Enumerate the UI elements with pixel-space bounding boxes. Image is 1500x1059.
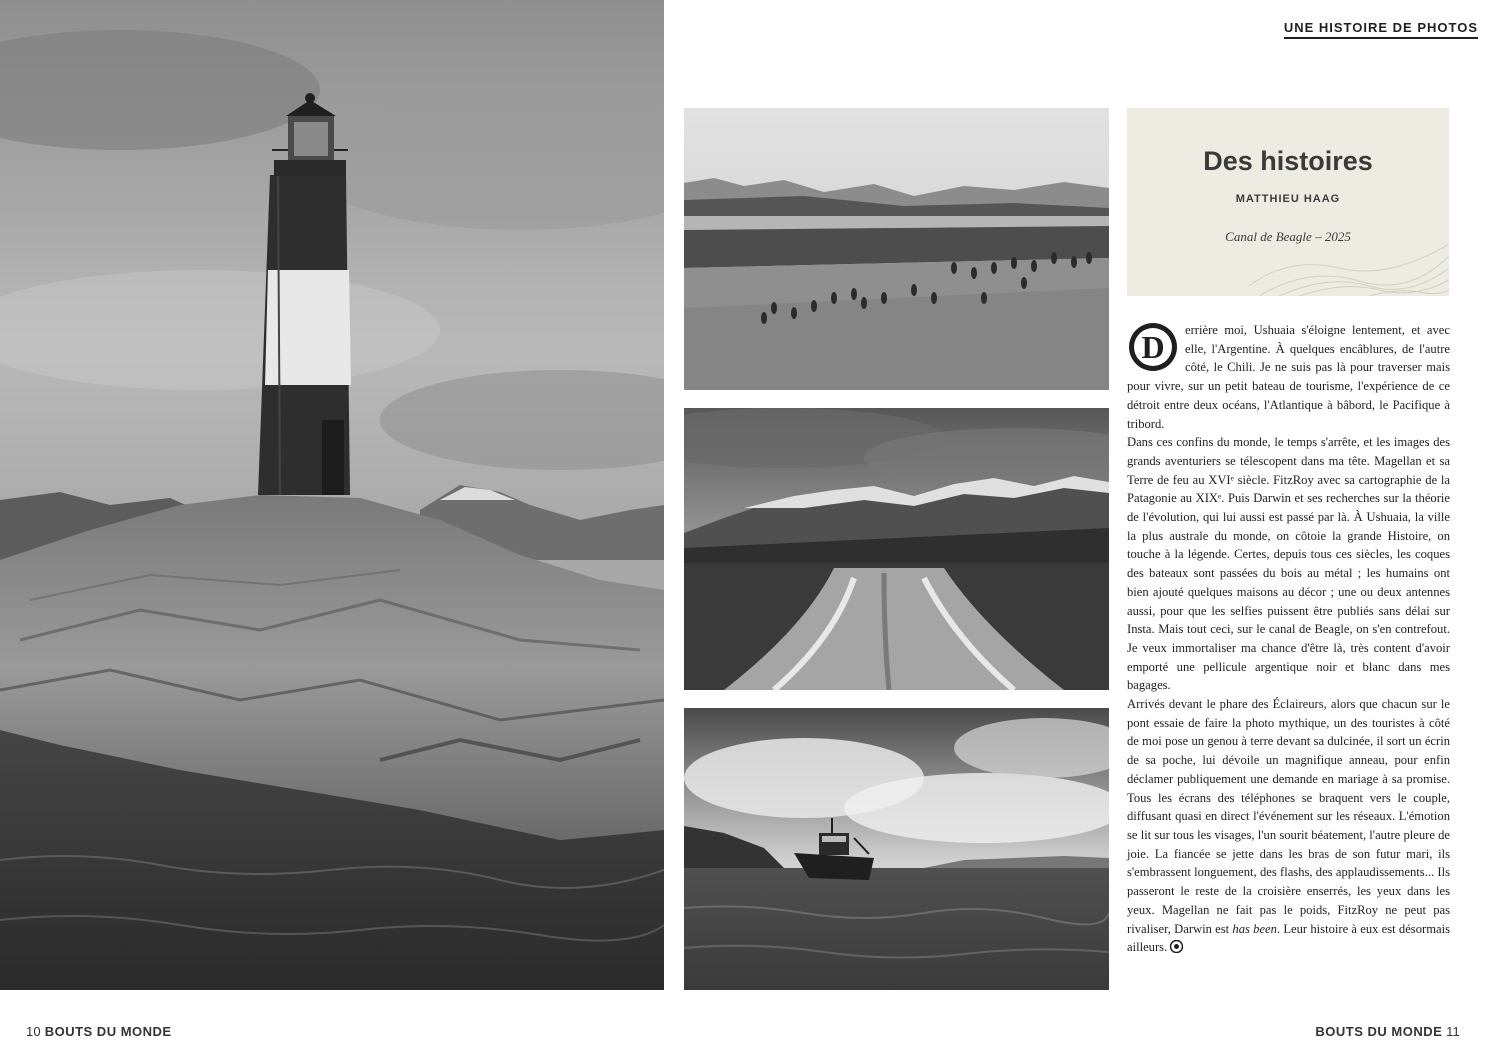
bdm-logo-icon xyxy=(1170,940,1183,953)
paragraph-2: Dans ces confins du monde, le temps s'arrête, et les images des grands aventuriers se télescopent dans ma tête. Magellan et sa Terre de feu au XVIᵉ siècle. FitzRoy avec sa cartographie de la Patagonie au XIXᵉ. Puis Darwin et ses recherches sur la théorie de l'évolution, qui lui aussi est passé par là. À Ushuaia, la ville la plus australe du monde, on côtoie la grande Histoire, on touche à la légende. Certes, depuis tous ces siècles, les coques des bateaux sont passées du bois au métal ; les humains ont bien ajouté quelques maisons au décor ; une ou deux antennes aussi, pour que les selfies puissent être publiés sans délai sur Insta. Mais tout ceci, sur le canal de Beagle, on s'en contrefout. Je veux immortaliser ma chance d'être là, très content d'avoir emporté une pellicule argentique noir et blanc dans mes bagages. xyxy=(1127,435,1450,693)
lighthouse-photo xyxy=(0,0,664,990)
paragraph-3-end: . Leur histoire à eux est désormais ailleurs. xyxy=(1127,921,1450,955)
folio-left xyxy=(26,1024,172,1039)
folio-right xyxy=(1315,1024,1460,1039)
paragraph-1-text: errière moi, Ushuaia s'éloigne lentement, et avec elle, l'Argentine. À quelques encâblures, de l'autre côté, le Chili. Je ne suis pas là pour traverser mais pour vivre, sur un petit bateau de tourisme, l'expérience de ce détroit entre deux océans, l'Atlantique à bâbord, le Pacifique à tribord. xyxy=(1127,323,1450,431)
paragraph-3-italic: has been xyxy=(1232,921,1277,936)
drop-cap-letter: D xyxy=(1141,329,1165,365)
article-title-box xyxy=(1127,108,1449,296)
article-place-date: Canal de Beagle – 2025 xyxy=(1225,229,1351,244)
article-title: Des histoires xyxy=(1203,146,1373,176)
article-author: MATTHIEU HAAG xyxy=(1235,193,1341,205)
magazine-name-left: BOUTS DU MONDE xyxy=(44,1024,172,1039)
ship-photo xyxy=(684,708,1109,990)
article-body xyxy=(1127,321,1450,957)
magazine-name-right: BOUTS DU MONDE xyxy=(1315,1024,1443,1039)
boat-wake-photo xyxy=(684,408,1109,690)
paragraph-3 xyxy=(1127,695,1450,957)
page-number-left: 10 xyxy=(26,1024,41,1039)
paragraph-3-start: Arrivés devant le phare des Éclaireurs, alors que chacun sur le pont essaie de faire la photo mythique, un des touristes à côté de moi pose un genou à terre devant sa dulcinée, il sort un écrin de sa poche, lui dévoile un magnifique anneau, pour enfin déclamer publiquement une demande en mariage à sa promise. Tous les écrans des téléphones se braquent vers le couple, diffusant quasi en direct l'événement sur les réseaux. L'émotion se lit sur tous les visages, l'un sourit béatement, l'autre pleure de joie. La fiancée se jette dans les bras de son futur mari, ils s'embrassent longuement, des flashs, des applaudissements... Ils passeront le reste de la croisière enserrés, les yeux dans les yeux. Magellan ne fait pas le poids, FitzRoy ne peut pas rivaliser, Darwin est xyxy=(1127,697,1450,936)
drop-cap xyxy=(1127,321,1179,373)
section-label: UNE HISTOIRE DE PHOTOS xyxy=(1284,20,1478,39)
page-number-right: 11 xyxy=(1446,1024,1460,1039)
paragraph-1 xyxy=(1127,321,1450,433)
penguins-photo xyxy=(684,108,1109,390)
